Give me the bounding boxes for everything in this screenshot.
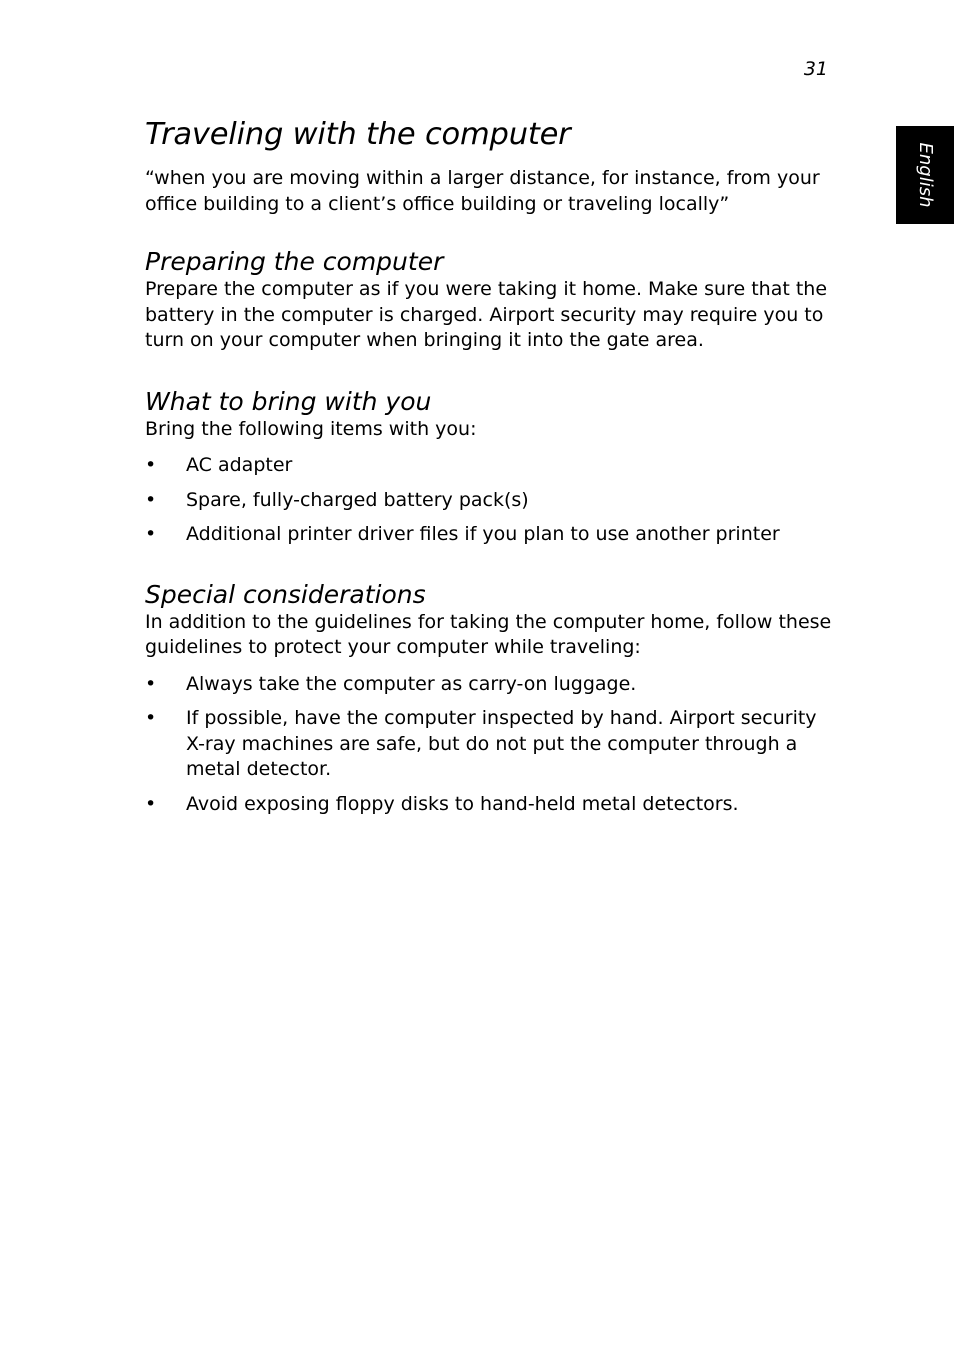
list-item-text: Additional printer driver files if you plan to use another printer bbox=[186, 523, 780, 545]
bullet-list bbox=[145, 672, 835, 818]
bullet-icon: • bbox=[145, 792, 157, 815]
section-heading: Special considerations bbox=[145, 579, 426, 609]
page-content bbox=[145, 112, 835, 826]
section-what-to-bring bbox=[145, 387, 835, 548]
section-body: Prepare the computer as if you were taking it home. Make sure that the battery in the computer is charged. Airport security may require you to turn on your computer when bringing it into the gate area. bbox=[145, 278, 828, 351]
section-special-considerations bbox=[145, 580, 835, 818]
section-preparing-the-computer bbox=[145, 247, 835, 354]
list-item bbox=[145, 522, 835, 548]
list-item-text: AC adapter bbox=[186, 454, 293, 476]
language-tab-label: English bbox=[915, 142, 936, 208]
language-side-tab bbox=[896, 126, 954, 224]
intro-quote: “when you are moving within a larger distance, for instance, from your office building to a client’s office building or traveling locally” bbox=[145, 167, 820, 215]
section-heading: Preparing the computer bbox=[145, 247, 444, 276]
list-item-text: Avoid exposing floppy disks to hand-held metal detectors. bbox=[186, 792, 739, 815]
bullet-icon: • bbox=[145, 488, 157, 511]
bullet-icon: • bbox=[145, 454, 157, 476]
list-item bbox=[145, 672, 835, 698]
list-item-text: Spare, fully-charged battery pack(s) bbox=[186, 488, 529, 511]
list-item-text: If possible, have the computer inspected by hand. Airport security X-ray machines are safe, but do not put the computer through a metal detector. bbox=[186, 707, 817, 780]
bullet-icon: • bbox=[145, 707, 157, 729]
section-body: Bring the following items with you: bbox=[145, 417, 477, 440]
page-title: Traveling with the computer bbox=[145, 117, 571, 152]
bullet-icon: • bbox=[145, 672, 157, 695]
list-item bbox=[145, 792, 835, 818]
list-item bbox=[145, 453, 835, 479]
bullet-list bbox=[145, 453, 835, 548]
page-number: 31 bbox=[803, 58, 828, 80]
bullet-icon: • bbox=[145, 523, 157, 545]
list-item bbox=[145, 488, 835, 514]
section-heading: What to bring with you bbox=[145, 386, 432, 416]
list-item-text: Always take the computer as carry-on luggage. bbox=[186, 672, 637, 695]
section-body: In addition to the guidelines for taking the computer home, follow these guidelines to protect your computer while traveling: bbox=[145, 610, 832, 658]
list-item bbox=[145, 706, 835, 783]
